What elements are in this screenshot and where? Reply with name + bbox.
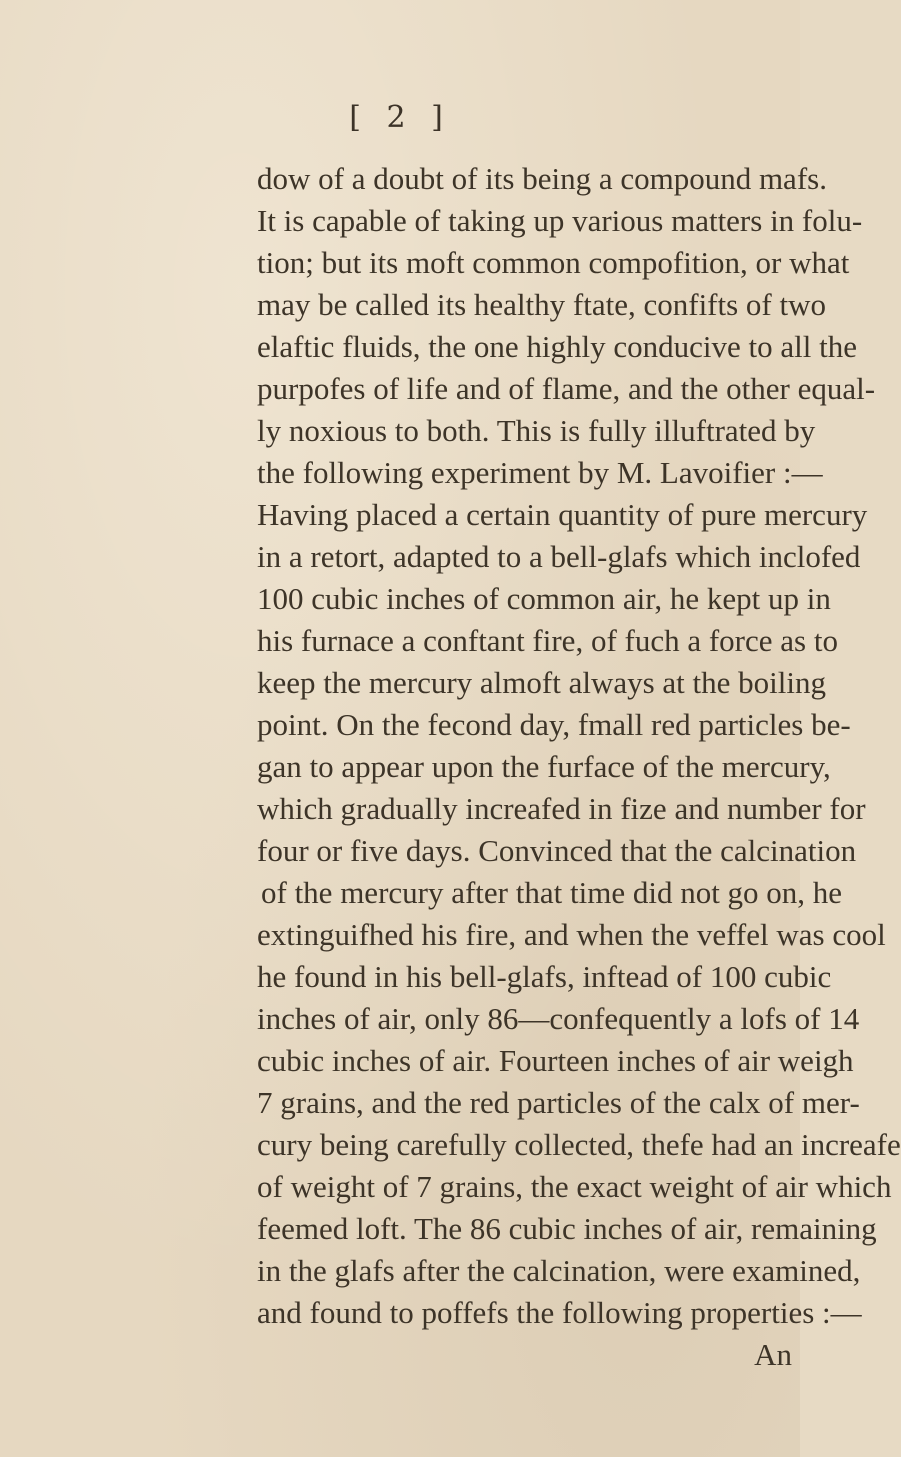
- text-line: It is capable of taking up various matters in folu-: [257, 203, 863, 238]
- text-line: inches of air, only 86—confequently a lofs of 14: [257, 1001, 860, 1036]
- body-text: [257, 158, 901, 1376]
- text-line: cury being carefully collected, thefe had an increafe: [257, 1127, 901, 1162]
- text-line: feemed loft. The 86 cubic inches of air, remaining: [257, 1211, 877, 1246]
- page-number: [ 2 ]: [349, 100, 451, 135]
- text-line: in the glafs after the calcination, were examined,: [257, 1253, 861, 1288]
- text-line: the following experiment by M. Lavoifier :—: [257, 455, 823, 490]
- text-line: Having placed a certain quantity of pure mercury: [257, 497, 868, 532]
- text-line: he found in his bell-glafs, inftead of 100 cubic: [257, 959, 832, 994]
- text-line: tion; but its moft common compofition, or what: [257, 245, 850, 280]
- text-line: extinguifhed his fire, and when the veffel was cool: [257, 917, 886, 952]
- text-line: of the mercury after that time did not go on, he: [261, 875, 843, 910]
- text-line: dow of a doubt of its being a compound mafs.: [257, 161, 827, 196]
- text-line: keep the mercury almoft always at the boiling: [257, 665, 827, 700]
- text-line: 7 grains, and the red particles of the calx of mer-: [257, 1085, 860, 1120]
- text-line: gan to appear upon the furface of the mercury,: [257, 749, 831, 784]
- text-line: cubic inches of air. Fourteen inches of air weigh: [257, 1043, 854, 1078]
- text-line: purpofes of life and of flame, and the other equal-: [257, 371, 876, 406]
- text-line: and found to poffefs the following properties :—: [257, 1295, 862, 1330]
- catchword: An: [754, 1337, 792, 1372]
- text-line: four or five days. Convinced that the calcination: [257, 833, 857, 868]
- text-line: of weight of 7 grains, the exact weight of air which: [257, 1169, 892, 1204]
- text-line: in a retort, adapted to a bell-glafs which inclofed: [257, 539, 861, 574]
- text-line: which gradually increafed in fize and number for: [257, 791, 866, 826]
- text-line: his furnace a conftant fire, of fuch a force as to: [257, 623, 838, 658]
- text-line: point. On the fecond day, fmall red particles be-: [257, 707, 851, 742]
- text-line: may be called its healthy ftate, confifts of two: [257, 287, 827, 322]
- text-line: ly noxious to both. This is fully illuftrated by: [257, 413, 816, 448]
- text-line: 100 cubic inches of common air, he kept up in: [257, 581, 831, 616]
- text-line: elaftic fluids, the one highly conducive to all the: [257, 329, 858, 364]
